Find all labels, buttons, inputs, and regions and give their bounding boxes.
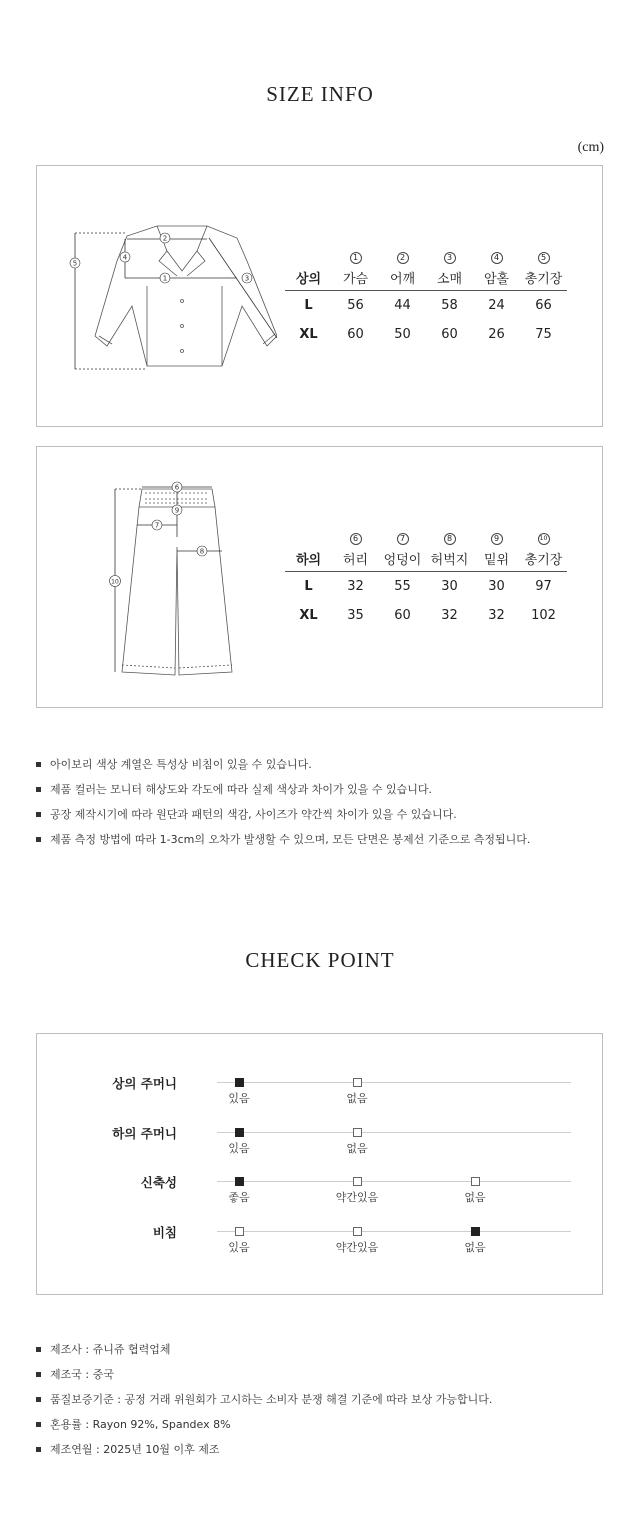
check-option	[430, 1177, 520, 1205]
table-row	[285, 291, 567, 321]
table-cell: 30	[441, 579, 458, 594]
table-cell: 60	[394, 608, 411, 623]
column-header: 총기장	[520, 264, 567, 291]
pants-diagram	[37, 447, 277, 707]
list-item: 제조사 : 쥬니쥬 협력업체	[36, 1337, 492, 1362]
measure-number: 1	[350, 252, 362, 264]
list-item: 제품 측정 방법에 따라 1-3cm의 오차가 발생할 수 있으며, 모든 단면은 봉제선 기준으로 측정됩니다.	[36, 827, 530, 852]
size-info-title: SIZE INFO	[266, 82, 374, 106]
measure-number: 6	[350, 533, 362, 545]
measure-number: 8	[444, 533, 456, 545]
column-header: 밑위	[473, 545, 520, 572]
svg-text:10: 10	[111, 578, 119, 586]
check-row-label: 신축성	[140, 1175, 177, 1190]
check-option	[194, 1177, 284, 1205]
table-header-label: 상의	[285, 264, 332, 291]
size-label: L	[304, 579, 313, 594]
svg-text:8: 8	[199, 547, 205, 556]
column-header: 소매	[426, 264, 473, 291]
checkbox-square	[235, 1227, 244, 1236]
unit-label: (cm)	[577, 140, 604, 155]
table-cell: 60	[347, 327, 364, 342]
check-option	[194, 1078, 284, 1106]
table-cell: 56	[347, 298, 364, 313]
svg-text:9: 9	[174, 506, 180, 515]
measure-number: 3	[444, 252, 456, 264]
bottom-size-table	[285, 527, 567, 630]
column-header: 암홀	[473, 264, 520, 291]
check-option	[312, 1128, 402, 1156]
list-item: 제조연월 : 2025년 10월 이후 제조	[36, 1437, 492, 1462]
measure-number: 10	[538, 533, 550, 545]
column-header: 허리	[332, 545, 379, 572]
svg-text:3: 3	[244, 274, 250, 283]
check-option	[194, 1227, 284, 1255]
check-option-label: 약간있음	[335, 1241, 379, 1254]
check-option-label: 없음	[464, 1241, 486, 1254]
check-option	[430, 1227, 520, 1255]
size-label: XL	[299, 608, 318, 623]
table-row	[285, 320, 567, 349]
checkbox-square	[353, 1128, 362, 1137]
list-item: 제조국 : 중국	[36, 1362, 492, 1387]
checkbox-square	[235, 1128, 244, 1137]
table-cell: 32	[488, 608, 505, 623]
table-cell: 26	[488, 327, 505, 342]
check-option-label: 없음	[346, 1092, 368, 1105]
table-cell: 32	[441, 608, 458, 623]
check-option-label: 없음	[346, 1142, 368, 1155]
table-cell: 75	[535, 327, 552, 342]
table-row	[285, 601, 567, 630]
check-row-label: 비침	[152, 1225, 177, 1240]
list-item: 공장 제작시기에 따라 원단과 패턴의 색감, 사이즈가 약간씩 차이가 있을 수 있습니다.	[36, 802, 530, 827]
check-option-label: 있음	[228, 1142, 250, 1155]
check-row-label: 상의 주머니	[112, 1076, 177, 1091]
top-size-table	[285, 246, 567, 349]
checkbox-square	[353, 1078, 362, 1087]
list-item: 혼용률 : Rayon 92%, Spandex 8%	[36, 1412, 492, 1437]
check-point-box	[36, 1033, 603, 1295]
shirt-diagram	[37, 166, 277, 426]
column-header: 가슴	[332, 264, 379, 291]
table-cell: 32	[347, 579, 364, 594]
table-cell: 50	[394, 327, 411, 342]
check-option	[312, 1078, 402, 1106]
checkbox-square	[471, 1227, 480, 1236]
check-option-label: 약간있음	[335, 1191, 379, 1204]
svg-text:4: 4	[122, 253, 128, 262]
checkbox-square	[353, 1227, 362, 1236]
table-cell: 44	[394, 298, 411, 313]
notes-list	[36, 752, 530, 852]
svg-text:1: 1	[162, 274, 168, 283]
check-option-label: 있음	[228, 1092, 250, 1105]
svg-text:2: 2	[162, 234, 168, 243]
table-cell: 35	[347, 608, 364, 623]
top-size-box	[36, 165, 603, 427]
check-option	[194, 1128, 284, 1156]
measure-number: 4	[491, 252, 503, 264]
column-header: 어깨	[379, 264, 426, 291]
table-row	[285, 572, 567, 602]
list-item: 아이보리 색상 계열은 특성상 비침이 있을 수 있습니다.	[36, 752, 530, 777]
column-header: 총기장	[520, 545, 567, 572]
table-cell: 58	[441, 298, 458, 313]
checkbox-square	[353, 1177, 362, 1186]
measure-number: 5	[538, 252, 550, 264]
check-row-label: 하의 주머니	[112, 1126, 177, 1141]
check-option-label: 좋음	[228, 1191, 250, 1204]
check-option	[312, 1227, 402, 1255]
svg-text:7: 7	[154, 521, 160, 530]
table-cell: 24	[488, 298, 505, 313]
size-label: XL	[299, 327, 318, 342]
check-option-label: 없음	[464, 1191, 486, 1204]
table-cell: 66	[535, 298, 552, 313]
measure-number: 2	[397, 252, 409, 264]
checkbox-square	[235, 1078, 244, 1087]
svg-text:5: 5	[72, 259, 78, 268]
table-cell: 102	[531, 608, 556, 623]
checkbox-square	[235, 1177, 244, 1186]
table-cell: 97	[535, 579, 552, 594]
list-item: 제품 컬러는 모니터 해상도와 각도에 따라 실제 색상과 차이가 있을 수 있습니다.	[36, 777, 530, 802]
measure-number: 9	[491, 533, 503, 545]
check-point-title: CHECK POINT	[245, 948, 395, 972]
column-header: 엉덩이	[379, 545, 426, 572]
checkbox-square	[471, 1177, 480, 1186]
size-label: L	[304, 298, 313, 313]
product-info-list	[36, 1337, 492, 1462]
svg-text:6: 6	[174, 483, 180, 492]
table-cell: 60	[441, 327, 458, 342]
table-cell: 30	[488, 579, 505, 594]
bottom-size-box	[36, 446, 603, 708]
table-cell: 55	[394, 579, 411, 594]
column-header: 허벅지	[426, 545, 473, 572]
table-header-label: 하의	[285, 545, 332, 572]
check-option-label: 있음	[228, 1241, 250, 1254]
measure-number: 7	[397, 533, 409, 545]
list-item: 품질보증기준 : 공정 거래 위원회가 고시하는 소비자 분쟁 해결 기준에 따라 보상 가능합니다.	[36, 1387, 492, 1412]
check-option	[312, 1177, 402, 1205]
